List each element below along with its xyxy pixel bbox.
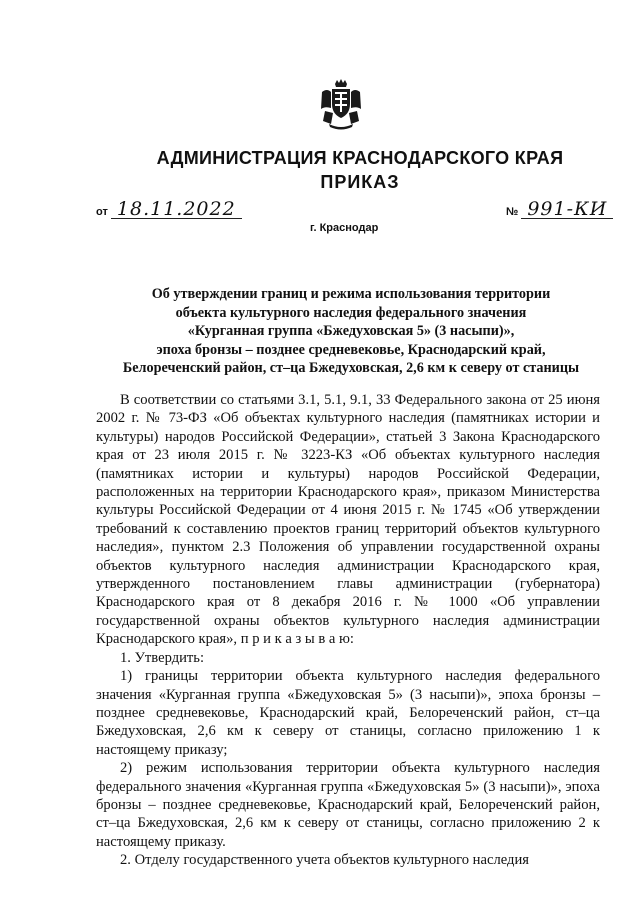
document-body: [96, 391, 600, 870]
title-line: эпоха бронзы – позднее средневековье, Краснодарский край,: [156, 341, 546, 358]
title-line: Белореченский район, ст–ца Бжедуховская, 2,6 км к северу от станицы: [122, 360, 580, 377]
item-1-2: 2) режим использования территории объекта культурного наследия федерального значения «Курганная группа «Бжедуховская 5» (3 насыпи)», эпоха бронзы – позднее средневековье, Краснодарский край, Белореченский район, ст–ца Бжедуховская, 2,6 км к северу от станицы, согласно приложению 2 к настоящему приказу.: [96, 760, 600, 850]
number-row: [506, 200, 613, 219]
document-type: ПРИКАЗ: [320, 172, 400, 192]
title-line: «Курганная группа «Бжедуховская 5» (3 насыпи)»,: [187, 323, 515, 340]
date-prefix: от: [96, 206, 108, 218]
title-line: объекта культурного наследия федерального значения: [175, 304, 527, 321]
date-value: 18.11.2022: [111, 200, 242, 219]
number-value: 991-КИ: [521, 200, 613, 219]
title-line: Об утверждении границ и режима использования территории: [151, 286, 551, 302]
item-2: 2. Отделу государственного учета объектов культурного наследия: [120, 852, 529, 869]
organization-name: АДМИНИСТРАЦИЯ КРАСНОДАРСКОГО КРАЯ: [156, 148, 564, 168]
document-title: [90, 285, 612, 378]
number-prefix: №: [506, 206, 519, 218]
item-1: 1. Утвердить:: [120, 649, 205, 666]
preamble-paragraph: В соответствии со статьями 3.1, 5.1, 9.1, 33 Федерального закона от 25 июня 2002 г. № 73-ФЗ «Об объектах культурного наследия (памятниках истории и культуры) народов Российской Федерации», статьей 3 Закона Краснодарского края от 23 июля 2015 г. № 3223-КЗ «Об объектах культурного наследия (памятниках истории и культуры) народов Российской Федерации, расположенных на территории Краснодарского края», приказом Министерства культуры Российской Федерации от 4 июня 2015 г. № 1745 «Об утверждении требований к составлению проектов границ территорий объектов культурного наследия», пунктом 2.3 Положения об управлении государственной охраны объектов культурного наследия администрации Краснодарского края, утвержденного постановлением главы администрации (губернатора) Краснодарского края от 8 декабря 2016 г. № 1000 «Об управлении государственной охраны объектов культурного наследия администрации Краснодарского края», п р и к а з ы в а ю:: [96, 392, 600, 648]
item-1-1: 1) границы территории объекта культурного наследия федерального значения «Курганная группа «Бжедуховская 5» (3 насыпи)», эпоха бронзы – позднее средневековье, Краснодарский край, Белореченский район, ст–ца Бжедуховская, 2,6 км к северу от станицы, согласно приложению 1 к настоящему приказу;: [96, 668, 600, 758]
date-row: [96, 200, 242, 219]
city-label: г. Краснодар: [310, 222, 379, 234]
coat-of-arms-icon: [319, 78, 363, 130]
